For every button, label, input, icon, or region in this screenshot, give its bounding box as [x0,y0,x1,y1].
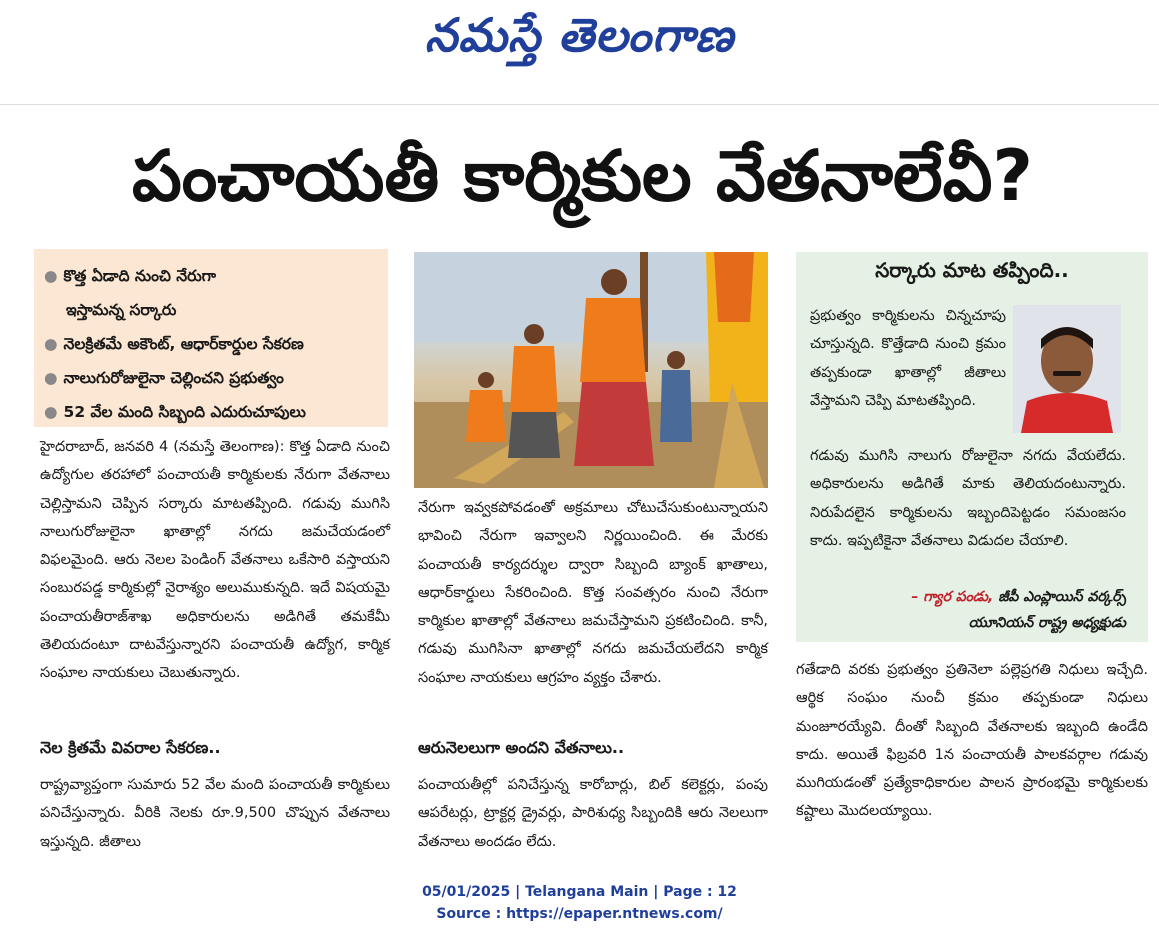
highlight-text: నెలక్రితమే అకౌంట్, ఆధార్‌కార్డుల సేకరణ [63,335,304,353]
headline: పంచాయతీ కార్మికుల వేతనాలేవీ? [131,135,1034,217]
attribution-role-line2: యూనియన్ రాష్ట్ర అధ్యక్షుడు [968,615,1126,631]
article-lead: హైదరాబాద్, జనవరి 4 (నమస్తే తెలంగాణ): కొత్త ఏడాది నుంచి ఉద్యోగుల తరహాలో పంచాయతీ కార్మికులకు నేరుగా వేతనాలు చెల్లిస్తామని చెప్పిన సర్కారు మాటతప్పింది. గడువు ముగిసి నాలుగురోజులైనా ఖాతాల్లో నగదు జమచేయడంలో విఫలమైంది. ఆరు నెలల పెండింగ్ వేతనాలు ఒకేసారి వస్తాయని సంబురపడ్డ కార్మికుల్లో నైరాశ్యం అలుముకున్నది. ఇదే విషయమై పంచాయతీరాజ్‌శాఖ అధికారులను అడిగితే తమకేమీ తెలియదంటూ దాటవేస్తున్నారని పంచాయతీ ఉద్యోగ, కార్మిక సంఘాల నాయకులు చెబుతున్నారు. [40,439,390,682]
bullet-icon: ● [44,369,58,387]
masthead-logo: నమస్తే తెలంగాణ [424,8,735,62]
bullet-icon: ● [44,335,58,353]
article-paragraph: రాష్ట్రవ్యాప్తంగా సుమారు 52 వేల మంది పంచాయతీ కార్మికులు పనిచేస్తున్నారు. వీరికి నెలకు రూ.9,500 చొప్పున వేతనాలు ఇస్తున్నది. జీతాలు [40,777,390,850]
highlight-text: నాలుగురోజులైనా చెల్లించని ప్రభుత్వం [63,369,284,387]
highlight-item [44,259,380,293]
sidebar-quote-text: గడువు ముగిసి నాలుగు రోజులైనా నగదు వేయలేదు. అధికారులను అడిగితే మాకు తెలియదంటున్నారు. నిరుపేదలైన కార్మికులను ఇబ్బందిపెట్టడం సమంజసం కాదు. ఇప్పటికైనా వేతనాలు విడుదల చేయాలి. [810,448,1126,549]
source-link[interactable]: Source : https://epaper.ntnews.com/ [436,906,723,922]
article-column-3 [796,656,1148,826]
highlights-list [34,249,388,429]
article-column-2-continued [418,771,768,856]
article-column-2 [418,494,768,692]
sidebar-quote-continued [810,442,1126,555]
attribution-name: – గ్యార పండు, [911,589,994,605]
highlight-item [44,327,380,361]
article-paragraph: పంచాయతీల్లో పనిచేస్తున్న కారోబార్లు, బిల్ కలెక్టర్లు, పంపు ఆపరేటర్లు, ట్రాక్టర్ల డ్రైవర్లు, పారిశుధ్య సిబ్బందికి ఆరు నెలలుగా వేతనాలు అందడం లేదు. [418,777,768,850]
highlight-text: ఇస్తామన్న సర్కారు [66,301,177,319]
attribution-role: జీపీ ఎంప్లాయిస్ వర్కర్స్ [998,589,1126,605]
union-leader-photo [1013,305,1121,433]
highlight-item [44,361,380,395]
subheading-pending-salaries: ఆరునెలలుగా అందని వేతనాలు.. [418,738,625,757]
edition-info: 05/01/2025 | Telangana Main | Page : 12 [422,884,737,900]
subheading-data-collection: నెల క్రితమే వివరాల సేకరణ.. [40,738,221,757]
sidebar-title: సర్కారు మాట తప్పింది.. [875,258,1069,282]
bullet-icon: ● [44,403,58,421]
article-column-1 [40,433,390,688]
workers-photo [414,252,768,488]
article-paragraph: గతేడాది వరకు ప్రభుత్వం ప్రతినెలా పల్లెప్రగతి నిధులు ఇచ్చేది. ఆర్థిక సంఘం నుంచీ క్రమం తప్పకుండా నిధులు మంజూరయ్యేవి. దీంతో సిబ్బంది వేతనాలకు ఇబ్బంది ఉండేది కాదు. అయితే ఫిబ్రవరి 1న పంచాయతీ పాలకవర్గాల గడువు ముగియడంతో ప్రత్యేకాధికారుల పాలన ప్రారంభమై కార్మికులకు కష్టాలు మొదలయ్యాయి. [796,662,1148,820]
highlight-item [44,293,380,327]
highlight-text: కొత్త ఏడాది నుంచి నేరుగా [63,267,217,285]
highlight-item [44,395,380,429]
sweepers-illustration [414,252,768,488]
article-paragraph: నేరుగా ఇవ్వకపోవడంతో అక్రమాలు చోటుచేసుకుంటున్నాయని భావించి నేరుగా ఇవ్వాలని నిర్ణయించింది. ఈ మేరకు పంచాయతీ కార్యదర్శుల ద్వారా సిబ్బంది బ్యాంక్ ఖాతాలు, ఆధార్‌కార్డులు సేకరించింది. కొత్త సంవత్సరం నుంచి నేరుగా కార్మికుల ఖాతాల్లో వేతనాలు జమచేస్తామని ప్రకటించింది. కానీ, గడువు ముగిసినా ఖాతాల్లో నగదు జమచేయలేదని కార్మిక సంఘాల నాయకులు ఆగ్రహం వ్యక్తం చేశారు. [418,500,768,686]
article-column-1-continued [40,771,390,856]
bullet-icon: ● [44,267,58,285]
portrait-illustration [1013,305,1121,433]
masthead-divider [0,104,1159,105]
highlights-box [34,249,388,427]
highlight-text: 52 వేల మంది సిబ్బంది ఎదురుచూపులు [63,403,306,421]
sidebar-quote-text: ప్రభుత్వం కార్మికులను చిన్నచూపు చూస్తున్నది. కొత్తేడాది నుంచి క్రమం తప్పకుండా ఖాతాల్లో జీతాలు వేస్తామని చెప్పి మాటతప్పింది. [810,308,1006,409]
quote-attribution [810,584,1126,636]
sidebar-quote [810,302,1006,415]
